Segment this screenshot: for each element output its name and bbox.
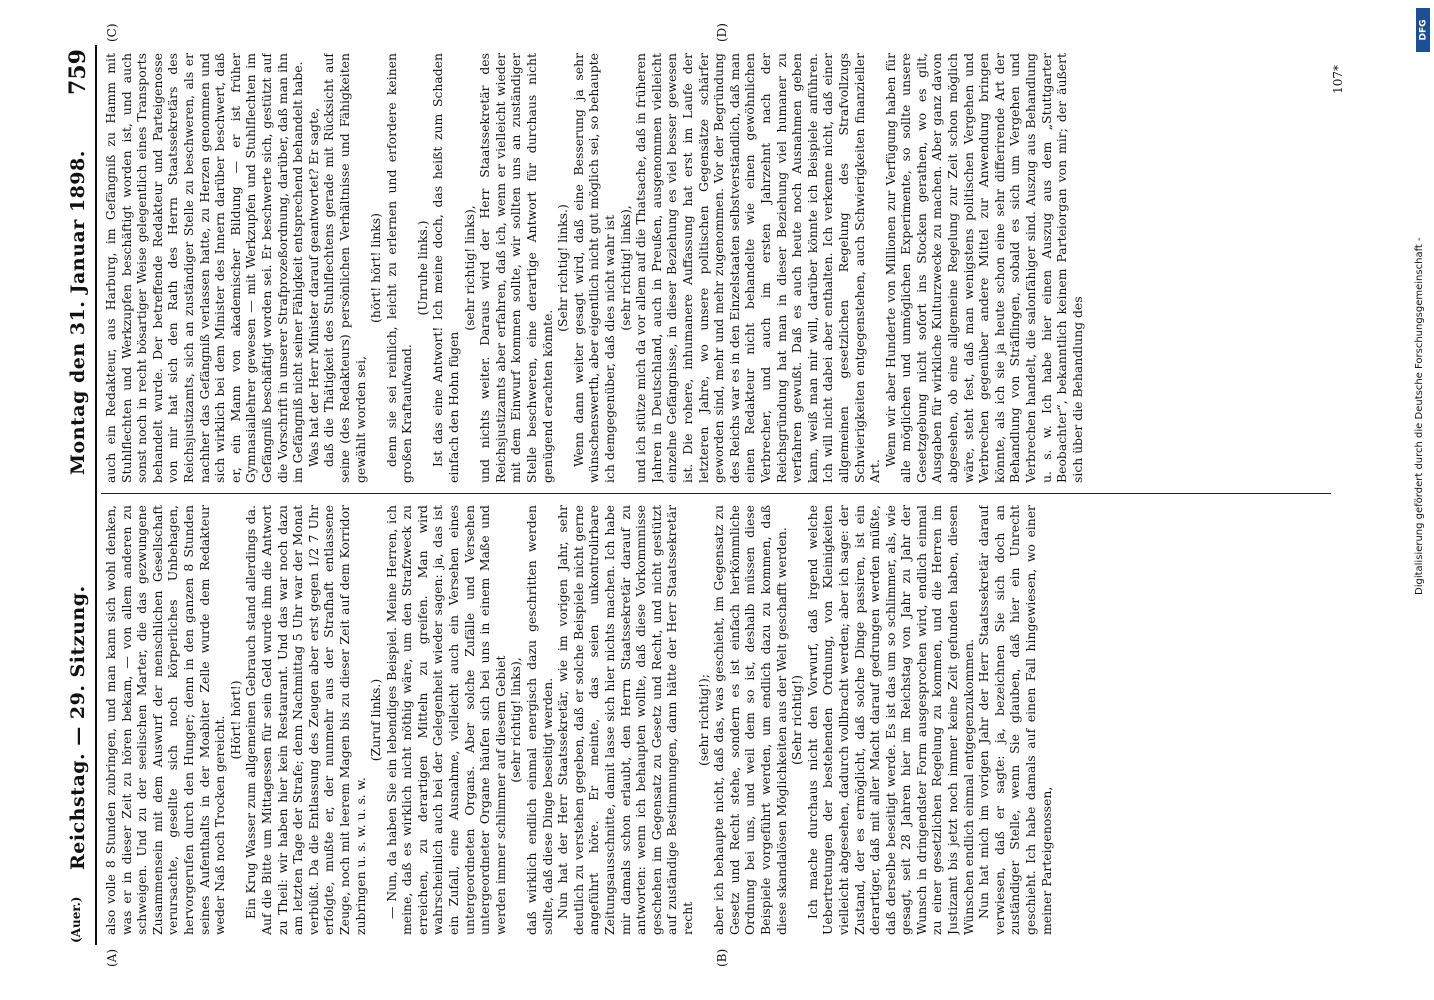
rotated-document-page bbox=[55, 23, 1385, 967]
paragraph: daß die Thätigkeit des Stuhlflechtens gerade mit Rücksicht auf seine (des Redakteurs) persönlichen Verhältnisse und Fähigkeiten gewählt worden sei, bbox=[321, 53, 368, 483]
right-text-column bbox=[103, 53, 1323, 483]
interjection: (Hört! hört!) bbox=[227, 680, 243, 760]
paragraph: daß wirklich endlich einmal energisch dazu geschritten werden sollte, daß diese Dinge beseitigt werden. bbox=[524, 505, 555, 935]
paragraph: auch ein Redakteur, aus Harburg, im Gefängniß zu Hamm mit Stuhlflechten und Werkzupfen beschäftigt worden ist, und auch sonst noch in recht bösartiger Weise gelegentlich eines Transports behandelt wurde. Der betreffende Redakteur und Parteigenosse von mir hat sich den Rath des Herrn Staatssekretärs des Reichsjustizamts, sich an zuständiger Stelle zu beschweren, als er nachher das Gefängniß verlassen hatte, zu Herzen genommen und sich wirklich bei dem Minister des Innern darüber beschwert, daß er, ein Mann von akademischer Bildung — er ist früher Gymnasiallehrer gewesen — mit Werkzupfen und Stuhlflechten im Gefängniß beschäftigt worden sei. Er beschwerte sich, gestützt auf die Vorschrift in unserer Strafprozeßordnung, darüber, daß man ihn im Gefängniß nicht seiner Fähigkeit entsprechend behandelt habe. bbox=[103, 53, 306, 483]
margin-marker-b: (B) bbox=[715, 948, 729, 967]
paragraph: Ich mache durchaus nicht den Vorwurf, daß irgend welche Uebertretungen der bestehenden Ordnung, von Kleinigkeiten vielleicht abgesehen, dadurch vollbracht werden; aber ich sage: der Zustand, der es ermöglicht, daß solche Dinge passiren, ist ein derartiger, daß mit aller Macht darauf gedrungen werden müßte, daß derselbe beseitigt werde. Es ist das um so schlimmer, als, wie gesagt, seit 28 Jahren hier im Reichstag von Jahr zu Jahr der Wunsch in dringendster Form ausgesprochen wird, endlich einmal zu einer gesetzlichen Regelung zu kommen, und die Herren im Justizamt bis jetzt noch immer keine Zeit gefunden haben, diesen Wünschen endlich einmal entgegenzukommen. bbox=[804, 505, 976, 935]
paragraph: aber ich behaupte nicht, daß das, was geschieht, im Gegensatz zu Gesetz und Recht stehe, sondern es ist einfach herkömmliche Ordnung bei uns, und weil dem so ist, deshalb müssen diese Beispiele vorgeführt werden, um endlich dazu zu kommen, daß diese skandalösen Möglichkeiten aus der Welt geschafft werden. bbox=[711, 505, 789, 935]
paragraph: Wenn dann weiter gesagt wird, daß eine Besserung ja sehr wünschenswerth, aber eigentlich nicht gut möglich sei, so behaupte ich demgegenüber, daß dies nicht wahr ist bbox=[570, 53, 617, 483]
paragraph: denn sie sei reinlich, leicht zu erlernen und erfordere keinen großen Kraftaufwand. bbox=[383, 53, 415, 483]
column-divider bbox=[101, 493, 1331, 494]
left-text-column bbox=[103, 505, 1323, 935]
interjection: (sehr richtig! links), bbox=[461, 205, 477, 331]
interjection: (hört! hört! links) bbox=[368, 213, 384, 323]
session-date: Montag den 31. Januar 1898. bbox=[67, 150, 89, 475]
digitization-note: Digitalisierung gefördert durch die Deutsche Forschungsgemeinschaft - bbox=[1414, 237, 1425, 595]
paragraph: Was hat der Herr Minister darauf geantwortet? Er sagte, bbox=[305, 107, 321, 467]
page-header bbox=[55, 45, 97, 945]
paragraph: also volle 8 Stunden zubringen, und man kann sich wohl denken, was er in dieser Zeit zu hören bekam, — von allem anderen zu schweigen. Und zu der seelischen Marter, die das gezwungene Zusammensein mit dem Auswurf der menschlichen Gesellschaft verursachte, gesellte sich noch körperliches Unbehagen, hervorgerufen durch den Hunger; denn in den ganzen 8 Stunden seines Aufenthalts in der Moabiter Zelle wurde dem Redakteur weder Naß noch Trocken gereicht. bbox=[103, 505, 228, 935]
margin-marker-c: (C) bbox=[105, 23, 119, 42]
dfg-logo-icon bbox=[1416, 8, 1430, 52]
paragraph: Nun hat der Herr Staatssekretär, wie im vorigen Jahr, sehr deutlich zu verstehen gegeben, daß er solche Beispiele nicht gerne angeführt höre. Er meinte, das seien unkontrolirbare Zeitungsausschnitte, damit lasse sich hier nichts machen. Ich habe mir damals schon erlaubt, den Herrn Staatssekretär darauf zu antworten: wenn ich behaupten wollte, daß diese Vorkommnisse geschehen im Gegensatz zu Gesetz und Recht, und nicht gestützt auf zuständige Bestimmungen, dann hätte der Herr Staatssekretär recht bbox=[555, 505, 695, 935]
speaker-label: (Auer.) bbox=[69, 896, 83, 943]
paragraph: und nichts weiter. Daraus wird der Herr Staatssekretär des Reichsjustizamts aber erfahren, daß ich, wenn er vielleicht wieder mit dem Einwurf kommen sollte, wir sollten uns an zuständiger Stelle beschweren, eine derartige Antwort für durchaus nicht genügend erachten könnte. bbox=[477, 53, 555, 483]
paragraph: Nun hat mich im vorigen Jahr der Herr Staatssekretär darauf verwiesen, daß er sagte: ja, bezeichnen Sie sich doch an zuständiger Stelle, wenn Sie glauben, daß hier ein Unrecht geschieht. Ich habe damals auf einen Fall hingewiesen, wo einer meiner Parteigenossen, bbox=[976, 505, 1054, 935]
interjection: (Unruhe links.) bbox=[414, 220, 430, 316]
margin-marker-a: (A) bbox=[105, 948, 119, 967]
paragraph: Ein Krug Wasser zum allgemeinen Gebrauch stand allerdings da. Auf die Bitte um Mittagessen für sein Geld wurde ihm die Antwort zu Theil: wir haben hier kein Restaurant. Und das war noch dazu am letzten Tage der Strafe; denn Nachmittag 5 Uhr war der Monat verbüßt. Da die Entlassung des Zeugen aber erst gegen 1/2 7 Uhr erfolgte, mußte er, der nunmehr aus der Strafhaft entlassene Zeuge, noch mit leerem Magen bis zu dieser Zeit auf dem Korridor zubringen u. s. w. u. s. w. bbox=[243, 505, 368, 935]
paragraph: und ich stütze mich da vor allem auf die Thatsache, daß in früheren Jahren in Deutschland, auch in Preußen, ausgenommen vielleicht einzelne Gefängnisse, in dieser Beziehung es viel besser gewesen ist. Die rohere, inhumanere Auffassung hat erst im Laufe der letzteren Jahre, wo unsere politischen Gegensätze schärfer geworden sind, mehr und mehr zugenommen. Vor der Begründung des Reichs war es in den Einzelstaaten selbstverständlich, daß man einen Redakteur nicht behandelte wie einen gewöhnlichen Verbrecher, und auch im ersten Jahrzehnt nach der Reichsgründung hat man in dieser Beziehung viel humaner zu verfahren gewußt. Daß es auch heute noch Ausnahmen geben kann, weiß man mir will, darüber könnte ich Beispiele anführen. Ich will nicht dabei aber enthalten. Ich verkenne nicht, daß einer allgemeinen gesetzlichen Regelung des Strafvollzugs Schwierigkeiten entgegenstehen, auch Schwierigkeiten finanzieller Art. bbox=[633, 53, 883, 483]
interjection: (sehr richtig! links), bbox=[508, 657, 524, 783]
margin-marker-d: (D) bbox=[715, 23, 729, 42]
signature-mark: 107* bbox=[1331, 65, 1345, 94]
session-title: Reichstag. — 29. Sitzung. bbox=[67, 585, 89, 870]
interjection: (Sehr richtig! links.) bbox=[555, 204, 571, 332]
paragraph: Ist das eine Antwort! Ich meine doch, das heißt zum Schaden einfach den Hohn fügen bbox=[430, 53, 462, 483]
interjection: (Sehr richtig!) bbox=[789, 675, 805, 765]
paragraph: — Nun, da haben Sie ein lebendiges Beispiel. Meine Herren, ich meine, daß es wirklich nicht nöthig wäre, um den Strafzweck zu erreichen, zu derartigen Mitteln zu greifen. Man wird wahrscheinlich auch bei der Gelegenheit wieder sagen: ja, das ist ein Zufall, eine Ausnahme, vielleicht auch ein Versehen eines untergeordneten Organs. Aber solche Zufälle und Versehen untergeordneter Organe häufen sich bei uns in einem Maße und werden immer schlimmer auf diesem Gebiet bbox=[383, 505, 508, 935]
page-number: 759 bbox=[65, 49, 91, 95]
dfg-logo-text: DFG bbox=[1418, 19, 1429, 41]
interjection: (sehr richtig! links), bbox=[617, 205, 633, 331]
interjection: (sehr richtig!); bbox=[695, 673, 711, 767]
interjection: (Zuruf links.) bbox=[368, 678, 384, 762]
paragraph: Wenn wir aber Hunderte von Millionen zur Verfügung haben für alle möglichen und unmöglichen Experimente, so sollte unsere Gesetzgebung nicht sofort ins Stocken gerathen, wo es gilt, Ausgaben für wirkliche Kulturzwecke zu machen. Aber ganz davon abgesehen, ob eine allgemeine Regelung zur Zeit schon möglich wäre, steht fest, daß man wenigstens politischen Vergehen und Verbrechen gegenüber andere Mittel zur Anwendung bringen könnte, als ich sie ja heute schon eine sehr differirende Art der Behandlung von Sträflingen, sobald es sich um Vergehen und Verbrechen handelt, die salonfähiger sind. Auszug aus Behandlung u. s. w. Ich habe hier einen Auszug aus dem „Stuttgarter Beobachter“, bekanntlich keinem Parteiorgan von mir; der äußert sich über die Behandlung des bbox=[882, 53, 1085, 483]
